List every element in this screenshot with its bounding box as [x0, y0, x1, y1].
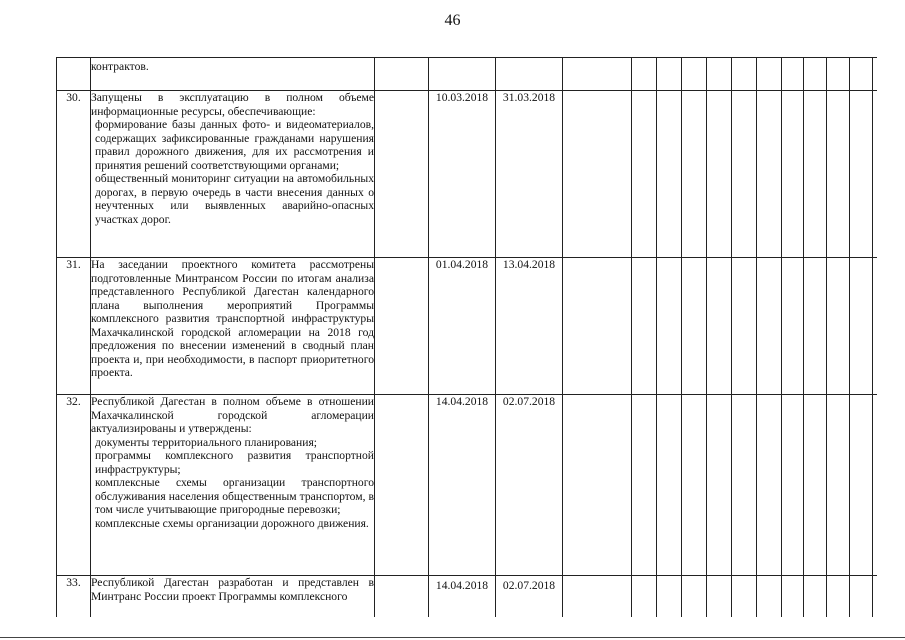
end-date: 31.03.2018	[496, 91, 563, 258]
schedule-cell	[827, 258, 850, 395]
description-line: комплексные схемы организации транспортного обслуживания населения общественным транспортом, в том числе учитывающие пригородные перевозки;	[95, 476, 374, 516]
result-cell	[563, 395, 632, 576]
schedule-cell	[782, 91, 804, 258]
schedule-cell	[850, 91, 873, 258]
row-description	[91, 91, 375, 258]
schedule-cell	[682, 395, 707, 576]
schedule-cell	[827, 58, 850, 91]
table-row	[57, 576, 878, 618]
description-line: программы комплексного развития транспортной инфраструктуры;	[95, 449, 374, 476]
row-description	[91, 258, 375, 395]
schedule-cell	[707, 58, 732, 91]
schedule-cell	[850, 576, 873, 618]
row-number	[57, 58, 91, 91]
schedule-cell	[657, 576, 682, 618]
schedule-cell	[632, 91, 657, 258]
schedule-cell	[782, 58, 804, 91]
result-cell	[563, 576, 632, 618]
schedule-cell	[707, 576, 732, 618]
schedule-cell	[873, 395, 878, 576]
schedule-cell	[757, 91, 782, 258]
schedule-cell-shaded	[757, 576, 782, 618]
row-number: 32.	[57, 395, 91, 576]
page-number: 46	[444, 12, 461, 29]
table-row	[57, 58, 878, 91]
schedule-cell	[732, 576, 757, 618]
table-row	[57, 258, 878, 395]
schedule-cell	[732, 258, 757, 395]
schedule-cell	[873, 258, 878, 395]
schedule-cell	[657, 91, 682, 258]
start-date: 10.03.2018	[429, 91, 496, 258]
schedule-cell	[757, 58, 782, 91]
schedule-cell	[732, 91, 757, 258]
responsible-cell	[375, 395, 429, 576]
schedule-cell	[632, 576, 657, 618]
description-line: документы территориального планирования;	[95, 435, 318, 449]
result-cell	[563, 91, 632, 258]
responsible-cell	[375, 258, 429, 395]
schedule-cell	[632, 258, 657, 395]
schedule-cell	[732, 58, 757, 91]
schedule-cell	[804, 91, 827, 258]
description-line: Республикой Дагестан разработан и представлен в Минтранс России проект Программы комплексного	[91, 576, 374, 603]
description-line: На заседании проектного комитета рассмотрены подготовленные Минтрансом России по итогам анализа представленного Республикой Дагестан календарного плана выполнения мероприятий Программы комплексного развития транспортной инфраструктуры Махачкалинской городской агломерации на 2018 год предложения по внесении изменений в сводный план проекта и, при необходимости, в паспорт приоритетного проекта.	[91, 258, 374, 379]
responsible-cell	[375, 58, 429, 91]
schedule-table	[56, 57, 877, 617]
schedule-cell	[873, 91, 878, 258]
schedule-cell-shaded	[757, 395, 782, 576]
scan-edge-line	[0, 637, 905, 638]
row-description	[91, 58, 375, 91]
schedule-cell	[682, 258, 707, 395]
result-cell	[563, 58, 632, 91]
row-description	[91, 395, 375, 576]
start-date: 14.04.2018	[429, 395, 496, 576]
schedule-cell	[804, 58, 827, 91]
row-number: 30.	[57, 91, 91, 258]
schedule-cell	[632, 58, 657, 91]
description-line: Республикой Дагестан в полном объеме в отношении Махачкалинской городской агломерации актуализированы и утверждены:	[91, 395, 374, 435]
row-description	[91, 576, 375, 618]
description-line: Запущены в эксплуатацию в полном объеме информационные ресурсы, обеспечивающие:	[91, 91, 374, 118]
schedule-cell	[682, 58, 707, 91]
schedule-cell	[850, 58, 873, 91]
table-row	[57, 395, 878, 576]
row-number: 33.	[57, 576, 91, 618]
schedule-cell	[827, 395, 850, 576]
schedule-cell	[632, 395, 657, 576]
schedule-cell	[850, 258, 873, 395]
table-row	[57, 91, 878, 258]
schedule-cell	[707, 258, 732, 395]
schedule-cell	[782, 258, 804, 395]
schedule-cell	[657, 58, 682, 91]
description-line: общественный мониторинг ситуации на автомобильных дорогах, в первую очередь в части внесения данных о неучтенных или выявленных аварийно-опасных участках дорог.	[95, 172, 374, 226]
end-date: 02.07.2018	[496, 576, 563, 618]
description-line: комплексные схемы организации дорожного движения.	[95, 516, 369, 530]
schedule-cell	[657, 395, 682, 576]
description-line: формирование базы данных фото- и видеоматериалов, содержащих зафиксированные гражданами нарушения правил дорожного движения, для их рассмотрения и принятия решений соответствующими органами;	[95, 118, 374, 172]
schedule-cell	[804, 395, 827, 576]
schedule-cell	[873, 576, 878, 618]
description-line: контрактов.	[91, 60, 149, 73]
responsible-cell	[375, 91, 429, 258]
start-date: 01.04.2018	[429, 258, 496, 395]
schedule-table-wrapper	[56, 57, 877, 617]
schedule-cell	[682, 91, 707, 258]
schedule-cell	[804, 576, 827, 618]
row-number: 31.	[57, 258, 91, 395]
schedule-cell	[732, 395, 757, 576]
schedule-cell	[873, 58, 878, 91]
schedule-cell-shaded	[782, 395, 804, 576]
responsible-cell	[375, 576, 429, 618]
schedule-cell	[850, 395, 873, 576]
schedule-cell	[804, 258, 827, 395]
start-date	[429, 58, 496, 91]
schedule-cell	[707, 91, 732, 258]
schedule-cell	[707, 395, 732, 576]
schedule-cell	[682, 576, 707, 618]
schedule-cell-shaded	[782, 576, 804, 618]
schedule-cell	[827, 91, 850, 258]
schedule-cell-shaded	[757, 258, 782, 395]
start-date: 14.04.2018	[429, 576, 496, 618]
schedule-cell	[827, 576, 850, 618]
schedule-cell	[657, 258, 682, 395]
end-date	[496, 58, 563, 91]
end-date: 13.04.2018	[496, 258, 563, 395]
result-cell	[563, 258, 632, 395]
end-date: 02.07.2018	[496, 395, 563, 576]
